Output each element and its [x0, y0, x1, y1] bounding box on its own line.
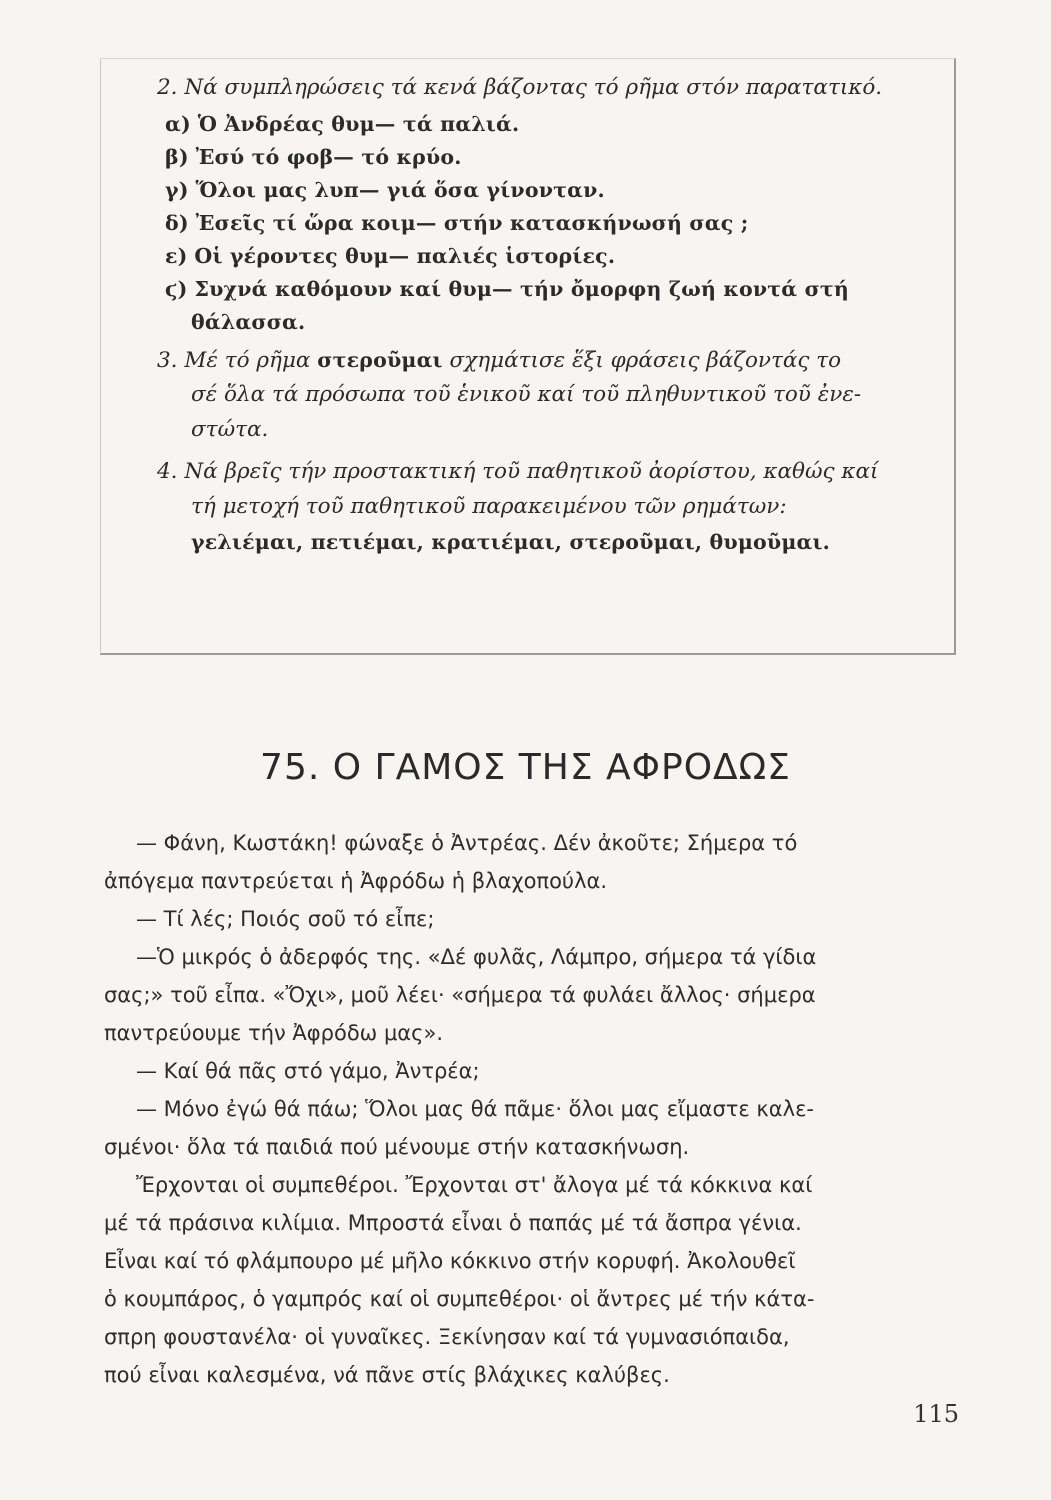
exercise-4-line: 4. Νά βρεῖς τήν προστακτική τοῦ παθητικοῦ ἀορίστου, καθώς καί [157, 459, 879, 484]
text-line: σπρη φουστανέλα· οἱ γυναῖκες. Ξεκίνησαν καί τά γυμνασιόπαιδα, [104, 1325, 790, 1349]
instruction-text: Νά συμπληρώσεις τά κενά βάζοντας τό ρῆμα στόν παρατατικό. [184, 75, 883, 100]
exercise-item: β) Ἐσύ τό φοβ— τό κρύο. [165, 145, 462, 169]
exercise-number: 2. [157, 75, 178, 100]
exercise-3-line: 3. Μέ τό ρῆμα στεροῦμαι σχημάτισε ἕξι φράσεις βάζοντάς το [157, 348, 842, 373]
text-line: μέ τά πράσινα κιλίμια. Μπροστά εἶναι ὁ παπάς μέ τά ἄσπρα γένια. [104, 1211, 802, 1235]
text-line: — Μόνο ἐγώ θά πάω; Ὅλοι μας θά πᾶμε· ὅλοι μας εἴμαστε καλε- [136, 1097, 814, 1121]
exercise-item: α) Ὁ Ἀνδρέας θυμ— τά παλιά. [165, 112, 520, 136]
exercise-4-line: τή μετοχή τοῦ παθητικοῦ παρακειμένου τῶν ρημάτων: [191, 494, 787, 519]
text-line: πού εἶναι καλεσμένα, νά πᾶνε στίς βλάχικες καλύβες. [104, 1363, 670, 1387]
text-line: παντρεύουμε τήν Ἀφρόδω μας». [104, 1021, 443, 1045]
exercise-2-instruction [157, 73, 882, 103]
chapter-title: 75. Ο ΓΑΜΟΣ ΤΗΣ ΑΦΡΟΔΩΣ [260, 747, 791, 788]
page-number: 115 [913, 1400, 959, 1428]
exercise-item: ε) Οἱ γέροντες θυμ— παλιές ἱστορίες. [165, 244, 616, 268]
text-line: — Καί θά πᾶς στό γάμο, Ἀντρέα; [136, 1059, 480, 1083]
exercise-3-line: σέ ὅλα τά πρόσωπα τοῦ ἑνικοῦ καί τοῦ πληθυντικοῦ τοῦ ἐνε- [191, 382, 862, 407]
text-line: ἀπόγεμα παντρεύεται ἡ Ἀφρόδω ἡ βλαχοπούλα. [104, 869, 608, 893]
text-line: — Φάνη, Κωστάκη! φώναξε ὁ Ἀντρέας. Δέν ἀκοῦτε; Σήμερα τό [136, 831, 798, 855]
exercise-3-line: στώτα. [191, 417, 269, 442]
exercise-number: 4. [157, 459, 178, 484]
text-line: —Ὁ μικρός ὁ ἀδερφός της. «Δέ φυλᾶς, Λάμπρο, σήμερα τά γίδια [136, 945, 817, 969]
exercise-item-continuation: θάλασσα. [191, 310, 306, 334]
text-line: Ἔρχονται οἱ συμπεθέροι. Ἔρχονται στ' ἄλογα μέ τά κόκκινα καί [136, 1173, 813, 1197]
text-line: σμένοι· ὅλα τά παιδιά πού μένουμε στήν κατασκήνωση. [104, 1135, 690, 1159]
exercise-number: 3. [157, 348, 178, 373]
exercise-box [100, 58, 956, 655]
text-line: σας;» τοῦ εἶπα. «Ὄχι», μοῦ λέει· «σήμερα τά φυλάει ἄλλος· σήμερα [104, 983, 816, 1007]
text-line: ὁ κουμπάρος, ὁ γαμπρός καί οἱ συμπεθέροι· οἱ ἄντρες μέ τήν κάτα- [104, 1287, 815, 1311]
exercise-item: δ) Ἐσεῖς τί ὥρα κοιμ— στήν κατασκήνωσή σας ; [165, 211, 749, 235]
exercise-item: γ) Ὅλοι μας λυπ— γιά ὅσα γίνονταν. [165, 178, 605, 202]
text-line: — Τί λές; Ποιός σοῦ τό εἶπε; [136, 907, 435, 931]
exercise-item: ϛ) Συχνά καθόμουν καί θυμ— τήν ὄμορφη ζωή κοντά στή [165, 277, 849, 301]
text-line: Εἶναι καί τό φλάμπουρο μέ μῆλο κόκκινο στήν κορυφή. Ἀκολουθεῖ [104, 1249, 796, 1273]
exercise-4-verbs: γελιέμαι, πετιέμαι, κρατιέμαι, στεροῦμαι, θυμοῦμαι. [191, 530, 830, 554]
